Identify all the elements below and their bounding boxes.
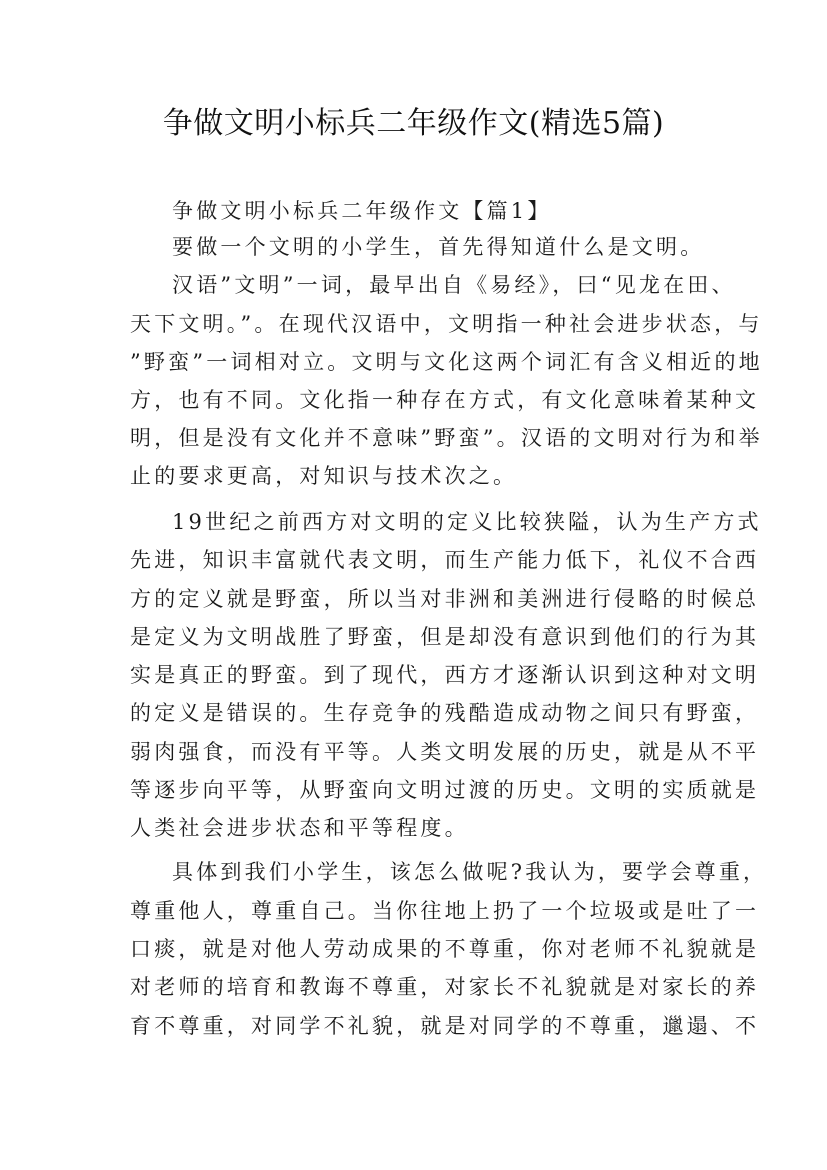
paragraph-line: 是定义为文明战胜了野蛮，但是却没有意识到他们的行为其 xyxy=(130,625,760,649)
paragraph-line: 等逐步向平等，从野蛮向文明过渡的历史。文明的实质就是 xyxy=(130,778,760,802)
document-title: 争做文明小标兵二年级作文(精选5篇) xyxy=(162,106,665,141)
paragraph-line: 方，也有不同。文化指一种存在方式，有文化意味着某种文 xyxy=(130,388,760,412)
paragraph-line: 具体到我们小学生，该怎么做呢?我认为，要学会尊重， xyxy=(172,860,768,884)
paragraph-line: 止的要求更高，对知识与技术次之。 xyxy=(130,464,518,488)
paragraph-line: 汉语”文明”一词，最早出自《易经》，曰“见龙在田、 xyxy=(172,273,736,297)
paragraph-line: 天下文明。”。在现代汉语中，文明指一种社会进步状态，与 xyxy=(130,312,763,336)
paragraph-line: 实是真正的野蛮。到了现代，西方才逐渐认识到这种对文明 xyxy=(130,663,760,687)
paragraph-line: 口痰，就是对他人劳动成果的不尊重，你对老师不礼貌就是 xyxy=(130,937,760,961)
paragraph-line: 明，但是没有文化并不意味”野蛮”。汉语的文明对行为和举 xyxy=(130,426,763,450)
paragraph-line: 方的定义就是野蛮，所以当对非洲和美洲进行侵略的时候总 xyxy=(130,587,760,611)
paragraph-line: 先进，知识丰富就代表文明，而生产能力低下，礼仪不合西 xyxy=(130,548,760,572)
paragraph-line: 要做一个文明的小学生，首先得知道什么是文明。 xyxy=(172,235,705,259)
paragraph-line: 的定义是错误的。生存竞争的残酷造成动物之间只有野蛮， xyxy=(130,701,760,725)
paragraph-line: 人类社会进步状态和平等程度。 xyxy=(130,816,469,840)
paragraph-line: 19世纪之前西方对文明的定义比较狭隘，认为生产方式 xyxy=(172,510,762,534)
section-heading: 争做文明小标兵二年级作文【篇1】 xyxy=(172,199,552,223)
paragraph-line: 尊重他人，尊重自己。当你往地上扔了一个垃圾或是吐了一 xyxy=(130,899,760,923)
paragraph-line: 弱肉强食，而没有平等。人类文明发展的历史，就是从不平 xyxy=(130,740,760,764)
paragraph-line: ”野蛮”一词相对立。文明与文化这两个词汇有含义相近的地 xyxy=(130,350,763,374)
paragraph-line: 对老师的培育和教诲不尊重，对家长不礼貌就是对家长的养 xyxy=(130,975,760,999)
paragraph-line: 育不尊重，对同学不礼貌，就是对同学的不尊重，邋遢、不 xyxy=(130,1014,760,1038)
